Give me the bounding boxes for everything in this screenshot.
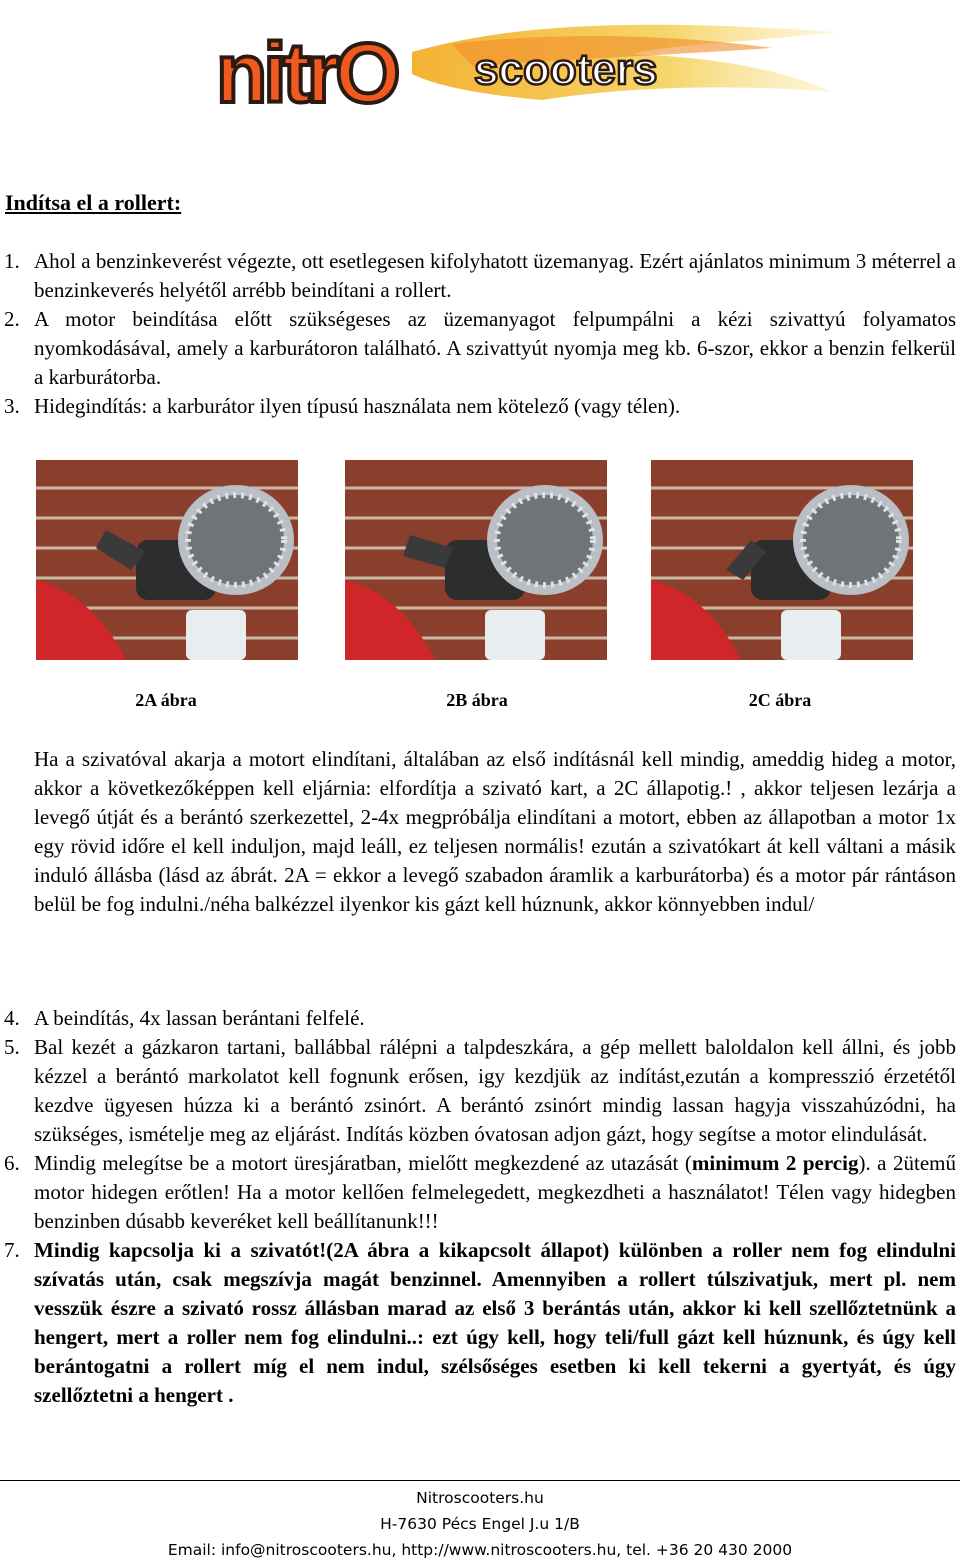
step-number: 6. [4, 1151, 20, 1175]
logo-text-sub: scooters [474, 45, 658, 94]
step-text-bold: Mindig kapcsolja ki a szivatót!(2A ábra a kikapcsolt állapot) különben a roller nem fog elindulni szívatás után, csak megszívja magát benzinnel. Amennyiben a rollert túlszivatjuk, mert pl. nem vesszük észre a szivató rossz állásban marad az első 3 berántás után, akkor ki kell szellőztetnünk a hengert, mert a roller nem fog elindulni..: ezt úgy kell, hogy teli/full gázt kell húznunk, és úgy kell berántogatni a rollert míg el nem indul, szélsőséges esetben ki kell tekerni a gyertyát, és úgy szellőztetni a hengert . [34, 1238, 956, 1407]
list-item [0, 247, 956, 305]
step-text: A motor beindítása előtt szükségeses az üzemanyagot felpumpálni a kézi szivattyú folyamatos nyomkodásával, amely a karburátoron található. A szivattyút nyomja meg kb. 6-szor, ekkor a benzin felkerül a karburátorba. [34, 307, 956, 389]
footer-divider [0, 1480, 960, 1481]
steps-list-1 [0, 247, 956, 421]
step-text: Bal kezét a gázkaron tartani, ballábbal rálépni a talpdeszkára, a gép mellett baloldalon kell állni, és jobb kézzel a berántó markolatot kell fognunk erősen, igy kezdjük az indítást,ezután a kompresszió érzetétől kezdve ügyesen húzza ki a berántó zsinórt. A berántó zsinórt mindig lassan hagyja visszahúzódni, ha szükséges, ismételje meg az eljárást. Indítás közben óvatosan adjon gázt, hogy segítse a motor elindulását. [34, 1035, 956, 1146]
caption-2b: 2B ábra [446, 690, 508, 710]
photo-2a [36, 460, 298, 660]
step-number: 1. [4, 249, 20, 273]
list-item [0, 1033, 956, 1149]
logo-text-main: nitrO [216, 26, 397, 120]
list-item [0, 1149, 956, 1236]
list-item [0, 1004, 956, 1033]
nitroscooters-logo [212, 14, 842, 122]
step-number: 2. [4, 307, 20, 331]
step-number: 5. [4, 1035, 20, 1059]
logo-graphic [212, 14, 842, 122]
list-item [0, 392, 956, 421]
footer-address: H-7630 Pécs Engel J.u 1/B [380, 1515, 580, 1533]
figure-photos [0, 460, 960, 665]
figure-captions [0, 690, 960, 716]
step-text: Hidegindítás: a karburátor ilyen típusú használata nem kötelező (vagy télen). [34, 394, 681, 418]
step-text: Mindig melegítse be a motort üresjáratban, mielőtt megkezdené az utazását ( [34, 1151, 692, 1175]
step-text-bold: minimum 2 percig [691, 1151, 859, 1175]
list-item [0, 1236, 956, 1410]
section-heading: Indítsa el a rollert: [5, 190, 182, 215]
step-number: 3. [4, 394, 20, 418]
step-number: 7. [4, 1238, 20, 1262]
steps-list-2 [0, 1004, 956, 1410]
caption-2c: 2C ábra [748, 690, 812, 710]
choke-paragraph: Ha a szivatóval akarja a motort elindítani, általában az első indításnál kell mindig, ameddig hideg a motor, akkor a következőképpen kell eljárnia: elfordítja a szivató kart, a 2C állapotig.! , akkor teljesen lezárja a levegő útját és a berántó szerkezettel, 2-4x megpróbálja elindítani a motort, ebben az állapotban a motor 1x egy rövid időre el kell induljon, majd leáll, ez teljesen normális! ezután a szivatókart át kell váltani a másik induló állásba (lásd az ábrát. 2A = ekkor a levegő szabadon áramlik a karburátorba) és a motor pár rántáson belül be fog indulni./néha balkézzel ilyenkor kis gázt kell húznunk, akkor könnyebben indul/ [34, 747, 956, 916]
step-text: Ahol a benzinkeverést végezte, ott esetlegesen kifolyhatott üzemanyag. Ezért ajánlatos minimum 3 méterrel a benzinkeverés helyétől arrébb beindítani a rollert. [34, 249, 956, 302]
footer-contact: Email: info@nitroscooters.hu, http://www.nitroscooters.hu, tel. +36 20 430 2000 [167, 1541, 793, 1559]
footer-site: Nitroscooters.hu [416, 1489, 544, 1507]
photo-2c [651, 460, 913, 660]
list-item [0, 305, 956, 392]
photo-2b [345, 460, 607, 660]
step-number: 4. [4, 1006, 20, 1030]
caption-2a: 2A ábra [135, 690, 197, 710]
step-text: A beindítás, 4x lassan berántani felfelé. [34, 1006, 365, 1030]
footer [0, 1485, 960, 1563]
step-text: ). a 2ütemű motor hidegen erőtlen! Ha a motor kellően felmelegedett, megkezdheti a használatot! Télen vagy hidegben benzinben dúsabb keveréket kell beállítanunk!!! [34, 1151, 956, 1233]
